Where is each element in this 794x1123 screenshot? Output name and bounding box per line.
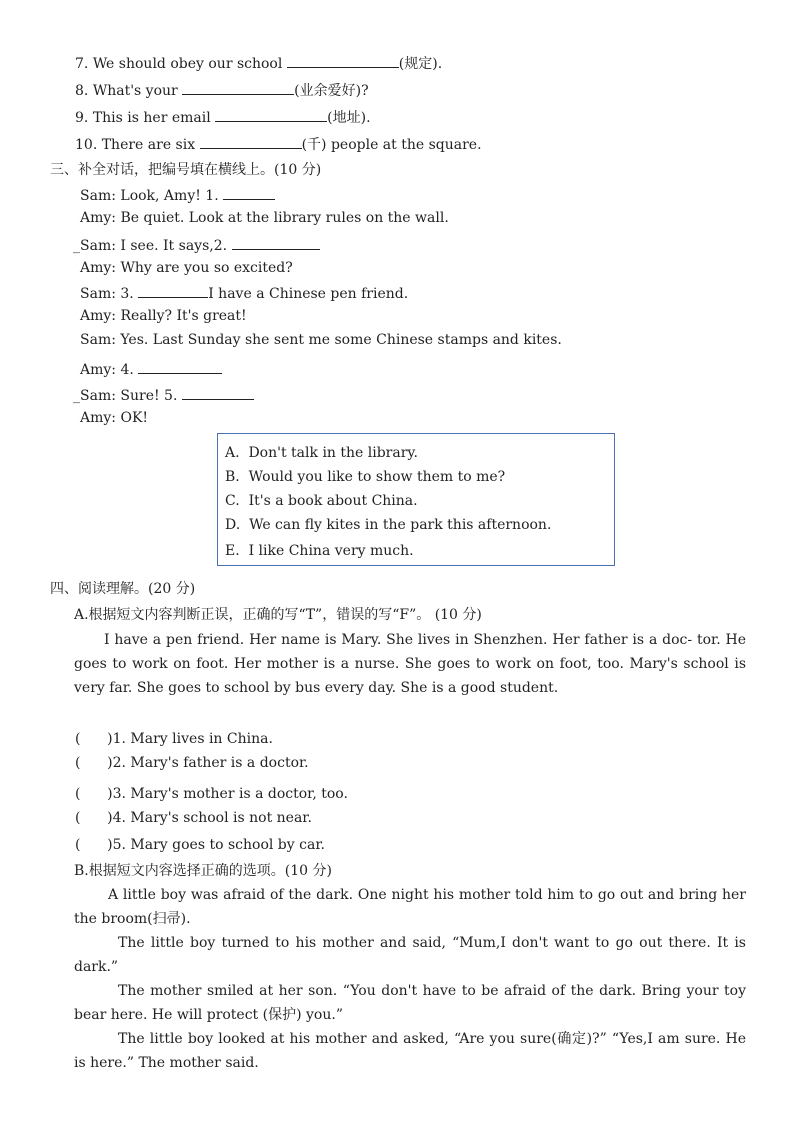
speaker: Amy: [80, 362, 117, 378]
tf-item-3: ( )3. Mary's mother is a doctor, too. [75, 786, 348, 802]
dialogue-text: I have a Chinese pen friend. [208, 286, 409, 302]
dialogue-text: Really? It's great! [120, 308, 247, 324]
dialogue-line-10 [80, 409, 148, 427]
item-text: There are six [101, 137, 200, 153]
tf-item-5: ( )5. Mary goes to school by car. [75, 837, 325, 853]
dialogue-text: OK! [120, 410, 149, 426]
answer-blank[interactable] [138, 283, 208, 298]
fill-in-item-7 [75, 53, 442, 73]
speaker: Amy: [80, 308, 117, 324]
dialogue-line-2 [80, 209, 449, 227]
dialogue-line-1 [80, 185, 275, 205]
fill-in-item-8 [75, 80, 369, 100]
item-number: 10. [75, 137, 98, 153]
speaker: Amy: [80, 260, 117, 276]
item-hint: (千) people at the square. [301, 137, 482, 153]
item-hint: (业余爱好)? [294, 83, 369, 99]
tf-item-2: ( )2. Mary's father is a doctor. [75, 755, 309, 771]
section-3-title: 三、补全对话，把编号填在横线上。(10 分) [50, 162, 322, 178]
part-b-paragraph-2: The little boy turned to his mother and said, “Mum,I don't want to go out there. It is dark.” [74, 935, 746, 975]
dialogue-text: I see. It says,2. [120, 238, 232, 254]
answer-blank[interactable] [232, 235, 320, 250]
speaker: _Sam: [73, 388, 116, 404]
item-text: This is her email [92, 110, 216, 126]
dialogue-text: 4. [120, 362, 139, 378]
speaker: Sam: [80, 286, 116, 302]
answer-blank[interactable] [215, 107, 327, 122]
dialogue-text: Sure! 5. [120, 388, 182, 404]
answer-blank[interactable] [200, 134, 302, 149]
dialogue-text: Be quiet. Look at the library rules on the wall. [120, 210, 449, 226]
section-4-title: 四、阅读理解。(20 分) [50, 581, 196, 597]
speaker: Sam: [80, 188, 116, 204]
answer-blank[interactable] [182, 80, 294, 95]
option-d: D. We can fly kites in the park this afternoon. [225, 517, 552, 533]
dialogue-line-3 [73, 235, 320, 255]
dialogue-line-9 [73, 385, 254, 405]
option-b: B. Would you like to show them to me? [225, 469, 506, 485]
item-number: 7. [75, 56, 89, 72]
tf-item-4: ( )4. Mary's school is not near. [75, 810, 312, 826]
item-number: 8. [75, 83, 89, 99]
dialogue-text: 3. [120, 286, 139, 302]
option-c: C. It's a book about China. [225, 493, 418, 509]
answer-blank[interactable] [182, 385, 254, 400]
option-a: A. Don't talk in the library. [225, 445, 418, 461]
speaker: Amy: [80, 410, 117, 426]
part-b-instruction: B.根据短文内容选择正确的选项。(10 分) [74, 863, 332, 879]
part-a-instruction: A.根据短文内容判断正误，正确的写“T”，错误的写“F”。 (10 分) [74, 607, 482, 623]
speaker: Amy: [80, 210, 117, 226]
speaker: Sam: [80, 332, 116, 348]
dialogue-line-7 [80, 331, 562, 349]
answer-blank[interactable] [287, 53, 399, 68]
tf-item-1: ( )1. Mary lives in China. [75, 731, 273, 747]
answer-blank[interactable] [138, 359, 222, 374]
part-b-paragraph-3: The mother smiled at her son. “You don't have to be afraid of the dark. Bring your toy bear here. He will protect (保护) you.” [74, 983, 746, 1023]
fill-in-item-9 [75, 107, 371, 127]
dialogue-line-8 [80, 359, 222, 379]
part-b-paragraph-4: The little boy looked at his mother and asked, “Are you sure(确定)?” “Yes,I am sure. He is here.” The mother said. [74, 1031, 746, 1071]
item-number: 9. [75, 110, 89, 126]
option-e: E. I like China very much. [225, 543, 414, 559]
item-hint: (规定). [398, 56, 443, 72]
item-text: We should obey our school [92, 56, 287, 72]
dialogue-line-4 [80, 259, 293, 277]
dialogue-text: Look, Amy! 1. [120, 188, 224, 204]
item-text: What's your [92, 83, 183, 99]
dialogue-text: Yes. Last Sunday she sent me some Chinese stamps and kites. [120, 332, 562, 348]
answer-blank[interactable] [223, 185, 275, 200]
options-box [217, 433, 615, 566]
dialogue-line-5 [80, 283, 408, 303]
fill-in-item-10 [75, 134, 482, 154]
dialogue-line-6 [80, 307, 247, 325]
item-hint: (地址). [327, 110, 371, 126]
part-b-paragraph-1: A little boy was afraid of the dark. One night his mother told him to go out and bring her the broom(扫帚). [74, 887, 746, 927]
speaker: _Sam: [73, 238, 116, 254]
part-a-passage: I have a pen friend. Her name is Mary. She lives in Shenzhen. Her father is a doc- tor. He goes to work on foot. Her mother is a nurse. She goes to work on foot, too. Mary's school is very far. She goes to school by bus every day. She is a good student. [74, 632, 746, 696]
dialogue-text: Why are you so excited? [120, 260, 293, 276]
